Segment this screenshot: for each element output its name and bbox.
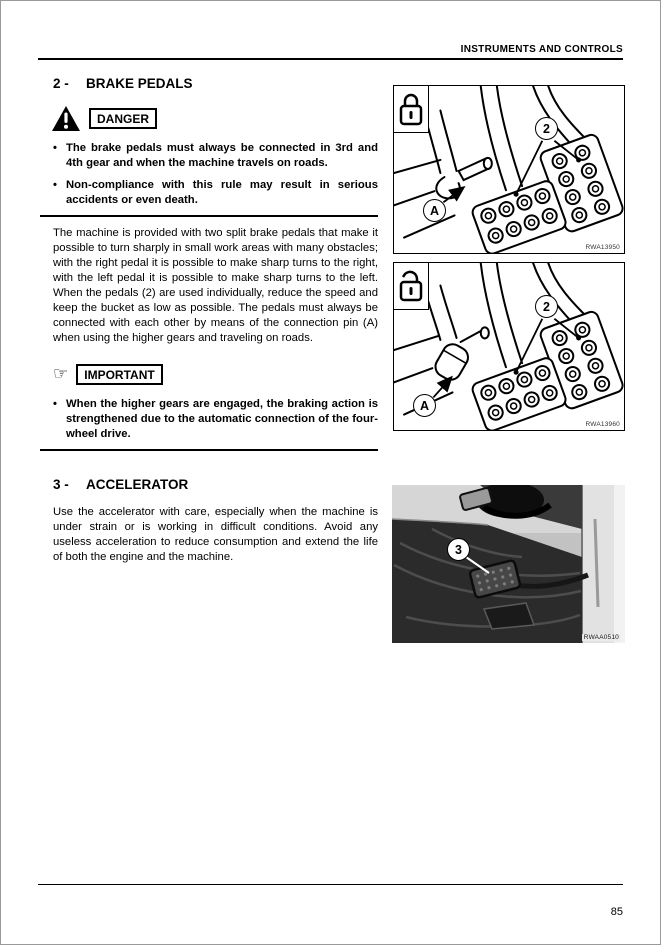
figure-code: RWA13950 [585,244,620,251]
callout-a: A [423,199,446,222]
danger-bullet-2 [53,178,378,208]
danger-bullet-1-text: The brake pedals must always be connected in 3rd and 4th gear and when the machine travels on roads. [66,142,378,169]
figure-accelerator-photo [392,485,625,643]
callout-a: A [413,394,436,417]
important-header [51,360,378,388]
danger-header [51,104,378,132]
divider-rule [40,449,378,451]
brake-pedals-section [40,76,378,460]
figure-code: RWA13960 [585,421,620,428]
danger-triangle-icon [51,105,81,132]
callout-2: 2 [535,117,558,140]
section-title: ACCELERATOR [86,477,189,492]
padlock-closed-icon [394,86,429,133]
padlock-open-icon [394,263,429,310]
accelerator-body-text: Use the accelerator with care, especially when the machine is under strain or is working in difficult conditions. Avoid any useless acceleration to reduce consumption and extend the life of both the engine and the machine. [53,506,378,563]
footer-rule [38,884,623,885]
section-title: BRAKE PEDALS [86,76,193,91]
header-rule [38,58,623,60]
danger-bullet-1 [53,141,378,171]
section-heading-accelerator [53,477,378,492]
figure-brake-pedals-unlocked [393,262,625,431]
accelerator-section [40,477,378,565]
page-header-title: INSTRUMENTS AND CONTROLS [460,44,623,55]
brake-body-text: The machine is provided with two split brake pedals that make it possible to turn sharply in small work areas with many obstacles; with the right pedal it is possible to make sharp turns to the right, with the left pedal it is possible to make sharp turns to the left. When the pedals (2) are used individually, reduce the speed and keep the bucket as low as possible. The pedals must always be connected with each other by means of the connection pin (A) when using the higher gears and traveling on roads. [53,227,378,344]
figure-code: RWAA0510 [583,634,619,641]
danger-bullet-2-text: Non-compliance with this rule may result in serious accidents or even death. [66,179,378,206]
important-bullet-1-text: When the higher gears are engaged, the braking action is strengthened due to the automatic connection of the four-wheel drive. [66,398,378,440]
accelerator-photo-drawing [392,485,625,643]
callout-2: 2 [535,295,558,318]
bullet-marker: • [53,398,57,410]
important-bullet-1 [53,397,378,442]
section-number: 3 - [53,477,69,492]
page-number: 85 [610,906,623,918]
section-heading-brake [53,76,378,91]
figure-brake-pedals-locked [393,85,625,254]
important-label: IMPORTANT [76,364,162,385]
bullet-marker: • [53,179,57,191]
danger-label: DANGER [89,108,157,129]
section-number: 2 - [53,76,69,91]
callout-3: 3 [447,538,470,561]
bullet-marker: • [53,142,57,154]
pointing-hand-icon: ☞ [53,363,69,384]
divider-rule [40,215,378,217]
